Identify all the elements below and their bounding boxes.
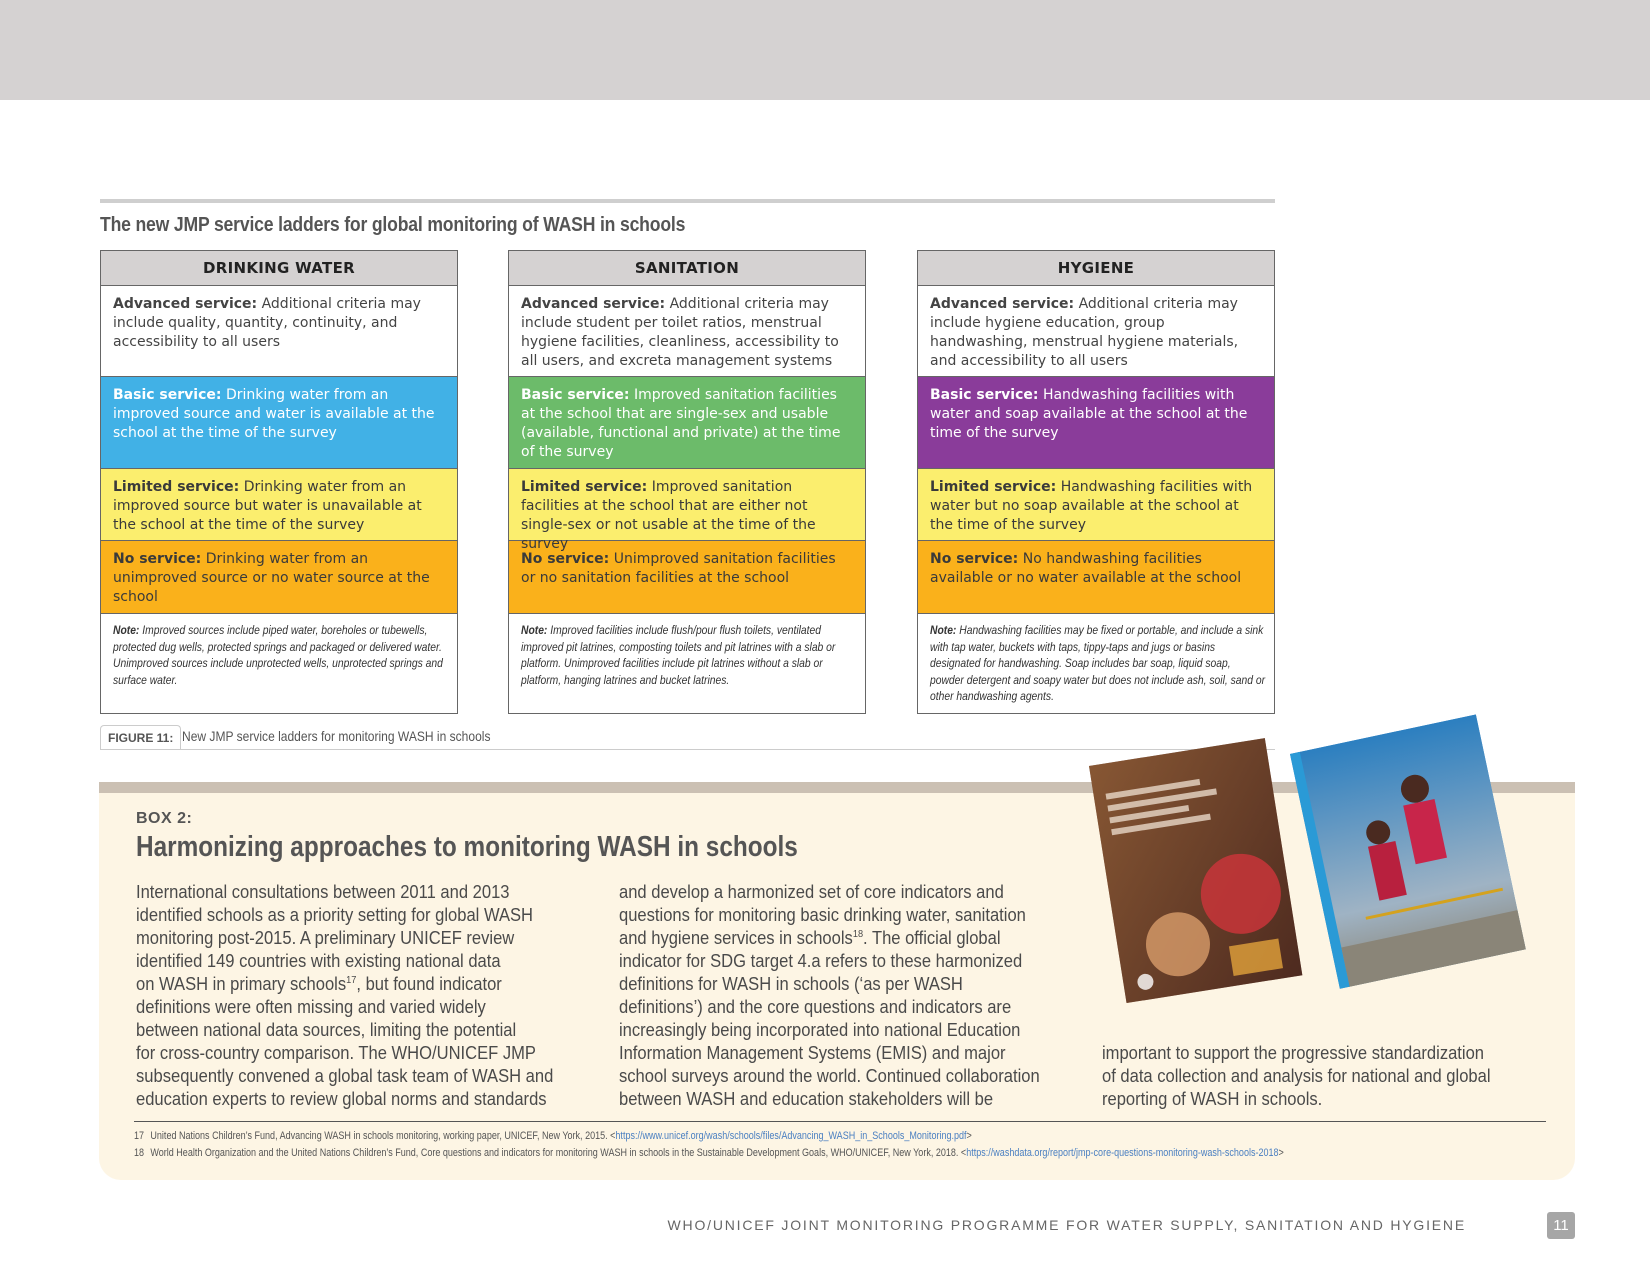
no-service-cell: No service: Unimproved sanitation facilities or no sanitation facilities at the school	[509, 541, 865, 614]
figure-caption-text: New JMP service ladders for monitoring WASH in schools	[182, 728, 491, 744]
column-heading: SANITATION	[509, 251, 865, 286]
footnote-17: 17 United Nations Children’s Fund, Advancing WASH in schools monitoring, working paper, UNICEF, New York, 2015. <https://www.unicef.org/wash/schools/files/Advancing_WASH_in_Schools_Monitoring.pdf>	[134, 1130, 972, 1142]
limited-service-cell: Limited service: Handwashing facilities with water but no soap available at the school at the time of the survey	[918, 469, 1274, 541]
box-label: BOX 2:	[136, 810, 193, 827]
note-cell: Note: Handwashing facilities may be fixed or portable, and include a sink with tap water, buckets with taps, tippy-taps and jugs or basins designated for handwashing. Soap includes bar soap, liquid soap, powder detergent and soapy water but does not include ash, soil, sand or other handwashing agents.	[918, 614, 1274, 713]
figure-caption-label: FIGURE 11:	[100, 725, 181, 750]
advanced-service-cell: Advanced service: Additional criteria may include quality, quantity, continuity, and accessibility to all users	[101, 286, 457, 377]
basic-service-cell: Basic service: Handwashing facilities with water and soap available at the school at the time of the survey	[918, 377, 1274, 469]
figure-top-rule	[100, 199, 1275, 203]
cover-left	[1089, 738, 1302, 1003]
column-heading: HYGIENE	[918, 251, 1274, 286]
box-body-column-1: International consultations between 2011 and 2013 identified schools as a priority setting for global WASH monitoring post-2015. A preliminary UNICEF review identified 149 countries with existing national data on WASH in primary schools$^{17}$, but found indicator definitions were often missing and varied widely between national data sources, limiting the potential for cross-country comparison. The WHO/UNICEF JMP subsequently convened a global task team of WASH and education experts to review global norms and standards	[136, 882, 554, 1109]
limited-service-cell: Limited service: Drinking water from an improved source but water is unavailable at the school at the time of the survey	[101, 469, 457, 541]
advanced-service-cell: Advanced service: Additional criteria may include hygiene education, group handwashing, menstrual hygiene materials, and accessibility to all users	[918, 286, 1274, 377]
ladder-drinking-water	[100, 250, 458, 714]
top-band	[0, 0, 1650, 100]
footnote-18-link[interactable]: https://washdata.org/report/jmp-core-questions-monitoring-wash-schools-2018	[966, 1147, 1279, 1159]
basic-service-cell: Basic service: Drinking water from an improved source and water is available at the school at the time of the survey	[101, 377, 457, 469]
box-body-column-3: important to support the progressive standardization of data collection and analysis for national and global reporting of WASH in schools.	[1102, 1043, 1491, 1109]
box-title: Harmonizing approaches to monitoring WASH in schools	[136, 831, 798, 863]
ladder-hygiene	[917, 250, 1275, 714]
running-footer: WHO/UNICEF JOINT MONITORING PROGRAMME FOR WATER SUPPLY, SANITATION AND HYGIENE	[667, 1217, 1466, 1233]
footnote-17-link[interactable]: https://www.unicef.org/wash/schools/files/Advancing_WASH_in_Schools_Monitoring.pdf	[615, 1130, 967, 1142]
footnote-18: 18 World Health Organization and the United Nations Children’s Fund, Core questions and indicators for monitoring WASH in schools in the Sustainable Development Goals, WHO/UNICEF, New York, 2018. <https://washdata.org/report/jmp-core-questions-monitoring-wash-schools-2018>	[134, 1147, 1284, 1159]
no-service-cell: No service: No handwashing facilities available or no water available at the school	[918, 541, 1274, 614]
no-service-cell: No service: Drinking water from an unimproved source or no water source at the school	[101, 541, 457, 614]
advanced-service-cell: Advanced service: Additional criteria may include student per toilet ratios, menstrual hygiene facilities, cleanliness, accessibility to all users, and excreta management systems	[509, 286, 865, 377]
ladder-sanitation	[508, 250, 866, 714]
report-covers-image	[1075, 730, 1595, 1030]
figure-title: The new JMP service ladders for global monitoring of WASH in schools	[100, 214, 686, 236]
page-number: 11	[1547, 1212, 1575, 1239]
footnote-rule	[134, 1121, 1546, 1122]
basic-service-cell: Basic service: Improved sanitation facilities at the school that are single-sex and usable (available, functional and private) at the time of the survey	[509, 377, 865, 469]
column-heading: DRINKING WATER	[101, 251, 457, 286]
note-cell: Note: Improved facilities include flush/pour flush toilets, ventilated improved pit latrines, composting toilets and pit latrines with a slab or platform. Unimproved facilities include pit latrines without a slab or platform, hanging latrines and bucket latrines.	[509, 614, 865, 713]
box-body-column-2: and develop a harmonized set of core indicators and questions for monitoring basic drinking water, sanitation and hygiene services in schools$^{18}$. The official global indicator for SDG target 4.a refers to these harmonized definitions for WASH in schools (‘as per WASH definitions’) and the core questions and indicators are increasingly being incorporated into national Education Information Management Systems (EMIS) and major school surveys around the world. Continued collaboration between WASH and education stakeholders will be	[619, 882, 1040, 1109]
cover-right	[1290, 714, 1526, 988]
limited-service-cell: Limited service: Improved sanitation facilities at the school that are either not single-sex or not usable at the time of the survey	[509, 469, 865, 541]
note-cell: Note: Improved sources include piped water, boreholes or tubewells, protected dug wells, protected springs and packaged or delivered water. Unimproved sources include unprotected wells, unprotected springs and surface water.	[101, 614, 457, 713]
